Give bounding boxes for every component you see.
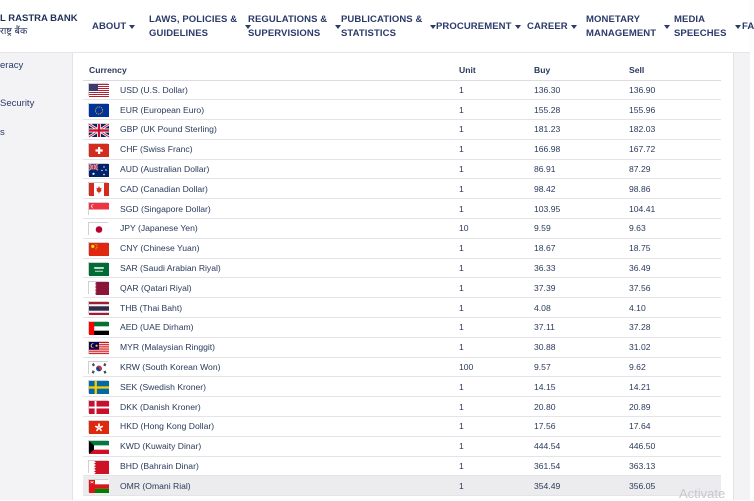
currency-name: BHD (Bahrain Dinar) [120, 461, 199, 472]
cell-unit: 1 [459, 159, 534, 179]
nav-monetary-label-line1: MONETARY [586, 14, 641, 25]
cell-buy: 4.08 [534, 298, 629, 318]
cell-sell: 104.41 [629, 199, 721, 219]
cell-unit: 1 [459, 436, 534, 456]
currency-name: AED (UAE Dirham) [120, 322, 194, 333]
th-flag-icon [88, 301, 108, 314]
cell-unit: 1 [459, 179, 534, 199]
currency-name: JPY (Japanese Yen) [120, 223, 198, 234]
sidebar-item-security[interactable] [0, 98, 34, 109]
currency-name: OMR (Omani Rial) [120, 480, 191, 491]
cell-buy: 166.98 [534, 139, 629, 159]
table-row [83, 318, 721, 338]
eu-flag-icon [88, 103, 108, 116]
activation-watermark: Activate [679, 486, 726, 501]
cell-currency [83, 456, 459, 476]
cell-unit: 1 [459, 199, 534, 219]
cell-buy: 354.49 [534, 476, 629, 496]
currency-name: CAD (Canadian Dollar) [120, 183, 208, 194]
cell-sell: 37.56 [629, 278, 721, 298]
cell-sell: 31.02 [629, 337, 721, 357]
nav-fa[interactable] [742, 0, 754, 53]
cell-currency [83, 80, 459, 100]
table-row [83, 298, 721, 318]
currency-name: AUD (Australian Dollar) [120, 164, 210, 175]
currency-name: KRW (South Korean Won) [120, 362, 221, 373]
table-row [83, 179, 721, 199]
cell-buy: 361.54 [534, 456, 629, 476]
table-header-row [83, 60, 721, 80]
site-logo-text[interactable] [0, 12, 78, 38]
cell-buy: 36.33 [534, 258, 629, 278]
cn-flag-icon [88, 242, 108, 255]
us-flag-icon [88, 83, 108, 96]
nav-pubs-label-line1: PUBLICATIONS & [341, 14, 423, 25]
nav-monetary-label-line2: MANAGEMENT [586, 27, 657, 39]
cell-unit: 1 [459, 456, 534, 476]
cell-buy: 20.80 [534, 397, 629, 417]
cell-buy: 86.91 [534, 159, 629, 179]
table-row [83, 377, 721, 397]
cell-sell: 446.50 [629, 436, 721, 456]
cell-unit: 1 [459, 318, 534, 338]
brand-name-nepali: राष्ट्र बैंक [0, 26, 28, 37]
ae-flag-icon [88, 321, 108, 334]
cell-currency [83, 179, 459, 199]
cell-buy: 17.56 [534, 417, 629, 437]
cell-buy: 155.28 [534, 100, 629, 120]
cell-buy: 444.54 [534, 436, 629, 456]
kw-flag-icon [88, 440, 108, 453]
table-row [83, 456, 721, 476]
table-row [83, 417, 721, 437]
cell-buy: 98.42 [534, 179, 629, 199]
cell-buy: 9.59 [534, 219, 629, 239]
cell-currency [83, 377, 459, 397]
uk-flag-icon [88, 123, 108, 136]
column-header-currency: Currency [83, 60, 459, 80]
currency-name: SAR (Saudi Arabian Riyal) [120, 263, 221, 274]
cell-buy: 9.57 [534, 357, 629, 377]
currency-name: KWD (Kuwaity Dinar) [120, 441, 202, 452]
qa-flag-icon [88, 281, 108, 294]
sidebar-item-label: eracy [0, 60, 24, 71]
nav-career[interactable] [527, 0, 577, 53]
nav-media-speeches[interactable] [674, 0, 741, 53]
nav-procurement-label: PROCUREMENT [436, 20, 512, 32]
bh-flag-icon [88, 460, 108, 473]
table-row [83, 199, 721, 219]
currency-name: MYR (Malaysian Ringgit) [120, 342, 216, 353]
nav-monetary-management[interactable] [586, 0, 670, 53]
currency-name: GBP (UK Pound Sterling) [120, 124, 217, 135]
cell-currency [83, 238, 459, 258]
brand-name: L RASTRA BANK [0, 13, 78, 24]
table-row [83, 357, 721, 377]
nav-about-label: ABOUT [92, 20, 127, 32]
cell-unit: 1 [459, 238, 534, 258]
nav-regulations[interactable] [248, 0, 341, 53]
cell-currency [83, 476, 459, 496]
hk-flag-icon [88, 420, 108, 433]
table-row [83, 238, 721, 258]
cell-unit: 1 [459, 80, 534, 100]
column-header-buy: Buy [534, 60, 629, 80]
chevron-down-icon [735, 25, 741, 29]
cell-sell: 20.89 [629, 397, 721, 417]
currency-name: EUR (European Euro) [120, 104, 205, 115]
cell-currency [83, 278, 459, 298]
cell-currency [83, 337, 459, 357]
cell-sell: 36.49 [629, 258, 721, 278]
cell-sell: 136.90 [629, 80, 721, 100]
table-row [83, 219, 721, 239]
cell-buy: 136.30 [534, 80, 629, 100]
nav-pubs-label-line2: STATISTICS [341, 27, 397, 39]
sidebar-item-label: Security [0, 98, 35, 109]
nav-laws-policies[interactable] [149, 0, 251, 53]
table-row [83, 139, 721, 159]
cell-currency [83, 397, 459, 417]
nav-regs-label-line1: REGULATIONS & [248, 14, 328, 25]
cell-buy: 18.67 [534, 238, 629, 258]
cell-currency [83, 357, 459, 377]
nav-procurement[interactable] [436, 0, 521, 53]
cell-sell: 17.64 [629, 417, 721, 437]
table-row [83, 159, 721, 179]
cell-unit: 1 [459, 337, 534, 357]
cell-unit: 1 [459, 258, 534, 278]
cell-unit: 10 [459, 219, 534, 239]
cell-currency [83, 100, 459, 120]
nav-fa-label: FA [742, 20, 754, 32]
column-header-unit: Unit [459, 60, 534, 80]
chevron-down-icon [515, 25, 521, 29]
cell-currency [83, 436, 459, 456]
cell-sell: 37.28 [629, 318, 721, 338]
currency-name: DKK (Danish Kroner) [120, 401, 201, 412]
table-row [83, 397, 721, 417]
cell-sell: 167.72 [629, 139, 721, 159]
sidebar-item-label: s [0, 127, 5, 138]
cell-currency [83, 318, 459, 338]
cell-sell: 4.10 [629, 298, 721, 318]
cell-currency [83, 219, 459, 239]
currency-name: THB (Thai Baht) [120, 302, 183, 313]
cell-buy: 14.15 [534, 377, 629, 397]
cell-unit: 1 [459, 120, 534, 140]
jp-flag-icon [88, 222, 108, 235]
au-flag-icon [88, 163, 108, 176]
kr-flag-icon [88, 361, 108, 374]
ca-flag-icon [88, 182, 108, 195]
cell-buy: 37.11 [534, 318, 629, 338]
cell-sell: 363.13 [629, 456, 721, 476]
table-row [83, 436, 721, 456]
nav-media-label-line1: MEDIA [674, 14, 706, 25]
table-row [83, 476, 721, 496]
chevron-down-icon [571, 25, 577, 29]
cell-unit: 1 [459, 377, 534, 397]
cell-currency [83, 199, 459, 219]
sidebar-item-literacy[interactable] [0, 60, 23, 71]
cell-unit: 1 [459, 278, 534, 298]
cell-buy: 103.95 [534, 199, 629, 219]
table-row [83, 278, 721, 298]
dk-flag-icon [88, 400, 108, 413]
table-row [83, 120, 721, 140]
nav-regs-label-line2: SUPERVISIONS [248, 27, 321, 39]
table-row [83, 258, 721, 278]
cell-unit: 100 [459, 357, 534, 377]
ch-flag-icon [88, 143, 108, 156]
nav-laws-label-line1: LAWS, POLICIES & [149, 14, 238, 25]
chevron-down-icon [664, 25, 670, 29]
cell-currency [83, 139, 459, 159]
cell-sell: 9.62 [629, 357, 721, 377]
cell-buy: 30.88 [534, 337, 629, 357]
nav-media-label-line2: SPEECHES [674, 27, 727, 39]
nav-about[interactable] [92, 0, 135, 53]
sg-flag-icon [88, 202, 108, 215]
cell-currency [83, 417, 459, 437]
cell-sell: 87.29 [629, 159, 721, 179]
column-header-sell: Sell [629, 60, 721, 80]
cell-currency [83, 120, 459, 140]
nav-publications[interactable] [341, 0, 436, 53]
currency-name: HKD (Hong Kong Dollar) [120, 421, 215, 432]
cell-unit: 1 [459, 298, 534, 318]
currency-name: CHF (Swiss Franc) [120, 144, 193, 155]
cell-buy: 181.23 [534, 120, 629, 140]
cell-currency [83, 258, 459, 278]
currency-name: QAR (Qatari Riyal) [120, 282, 192, 293]
cell-unit: 1 [459, 139, 534, 159]
currency-name: SEK (Swedish Kroner) [120, 381, 206, 392]
currency-name: USD (U.S. Dollar) [120, 84, 188, 95]
cell-sell: 182.03 [629, 120, 721, 140]
cell-sell: 18.75 [629, 238, 721, 258]
currency-name: SGD (Singapore Dollar) [120, 203, 211, 214]
chevron-down-icon [129, 25, 135, 29]
cell-sell: 155.96 [629, 100, 721, 120]
top-navigation [0, 0, 754, 53]
nav-laws-label-line2: GUIDELINES [149, 27, 209, 39]
cell-unit: 1 [459, 100, 534, 120]
om-flag-icon [88, 479, 108, 492]
exchange-rates-table [83, 60, 721, 496]
sidebar-item-other[interactable] [0, 127, 5, 138]
cell-unit: 1 [459, 417, 534, 437]
cell-unit: 1 [459, 397, 534, 417]
cell-unit: 1 [459, 476, 534, 496]
cell-sell: 14.21 [629, 377, 721, 397]
my-flag-icon [88, 341, 108, 354]
currency-name: CNY (Chinese Yuan) [120, 243, 200, 254]
cell-currency [83, 298, 459, 318]
table-row [83, 100, 721, 120]
cell-buy: 37.39 [534, 278, 629, 298]
table-row [83, 80, 721, 100]
cell-currency [83, 159, 459, 179]
table-row [83, 337, 721, 357]
cell-sell: 356.05 [629, 476, 721, 496]
nav-career-label: CAREER [527, 20, 568, 32]
cell-sell: 9.63 [629, 219, 721, 239]
sa-flag-icon [88, 262, 108, 275]
cell-sell: 98.86 [629, 179, 721, 199]
se-flag-icon [88, 380, 108, 393]
